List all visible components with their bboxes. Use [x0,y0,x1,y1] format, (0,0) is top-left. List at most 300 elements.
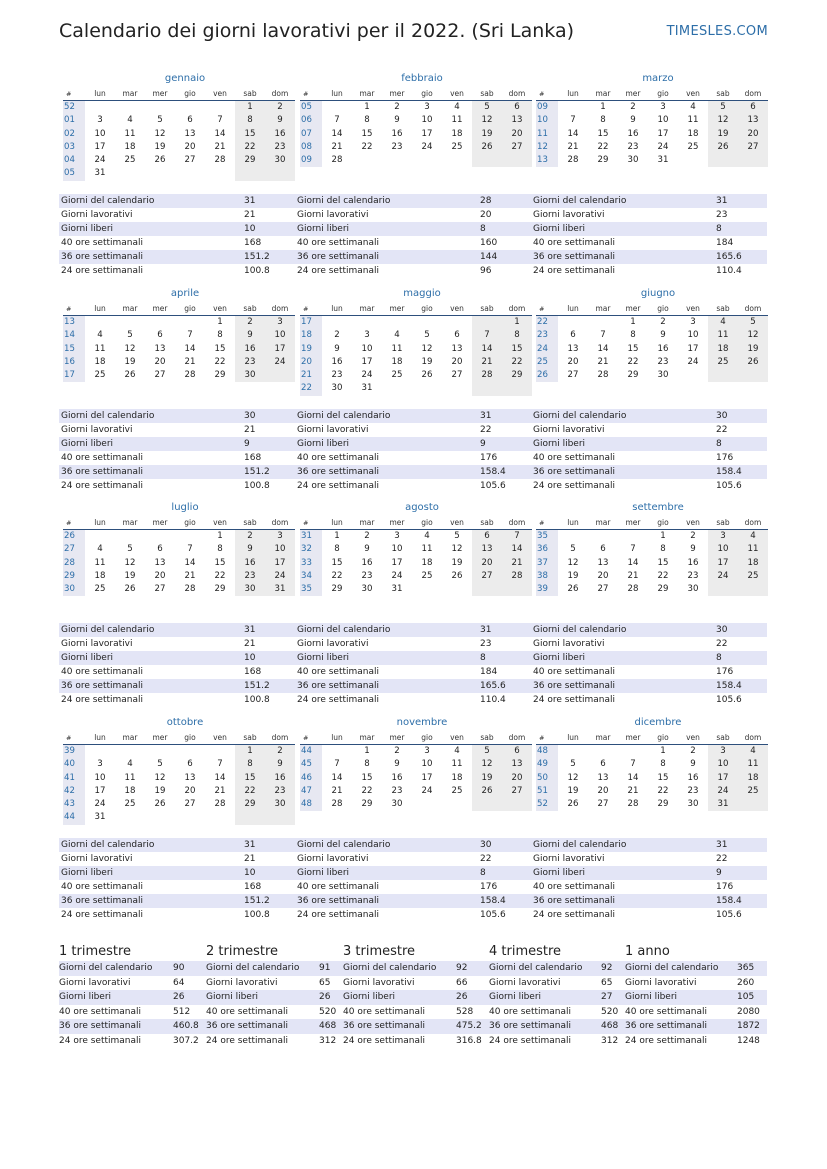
day-cell[interactable]: 18 [94,356,106,367]
day-cell[interactable]: 24 [94,155,106,166]
day-cell[interactable]: 18 [94,570,106,581]
day-cell[interactable]: 17 [708,557,738,570]
day-cell[interactable]: 25 [687,141,699,152]
day-cell[interactable]: 17 [657,128,669,139]
day-cell[interactable]: 29 [331,584,343,595]
day-cell[interactable]: 28 [627,584,639,595]
day-cell[interactable]: 6 [157,330,163,341]
day-cell[interactable]: 23 [361,570,373,581]
day-cell[interactable]: 16 [235,343,265,356]
day-cell[interactable]: 29 [214,370,226,381]
day-cell[interactable]: 20 [597,785,609,796]
day-cell[interactable]: 1 [364,102,370,112]
day-cell[interactable]: 1 [600,102,606,112]
day-cell[interactable]: 9 [265,758,295,771]
day-cell[interactable]: 9 [334,343,340,354]
day-cell[interactable]: 23 [265,141,295,154]
day-cell[interactable]: 30 [265,798,295,811]
day-cell[interactable]: 29 [214,584,226,595]
day-cell[interactable]: 7 [217,759,223,770]
day-cell[interactable]: 25 [94,370,106,381]
month-name[interactable]: giugno [640,288,676,299]
month-name[interactable]: agosto [405,502,439,513]
day-cell[interactable]: 13 [597,557,609,568]
day-cell[interactable]: 10 [94,128,106,139]
day-cell[interactable]: 27 [184,799,196,810]
day-cell[interactable]: 4 [394,330,400,341]
day-cell[interactable]: 22 [235,785,265,798]
day-cell[interactable]: 10 [361,343,373,354]
day-cell[interactable]: 17 [265,343,295,356]
day-cell[interactable]: 2 [660,317,666,327]
day-cell[interactable]: 15 [331,557,343,568]
day-cell[interactable]: 30 [391,799,403,810]
day-cell[interactable]: 8 [660,759,666,770]
day-cell[interactable]: 23 [265,785,295,798]
day-cell[interactable]: 22 [331,570,343,581]
day-cell[interactable]: 15 [657,557,669,568]
day-cell[interactable]: 21 [214,785,226,796]
day-cell[interactable]: 25 [708,356,738,369]
day-cell[interactable]: 28 [472,369,502,382]
day-cell[interactable]: 20 [184,785,196,796]
day-cell[interactable]: 21 [331,141,343,152]
day-cell[interactable]: 11 [391,343,403,354]
day-cell[interactable]: 6 [454,330,460,341]
day-cell[interactable]: 22 [657,785,669,796]
day-cell[interactable]: 8 [600,115,606,126]
day-cell[interactable]: 24 [657,141,669,152]
day-cell[interactable]: 11 [738,543,768,556]
day-cell[interactable]: 29 [235,154,265,167]
day-cell[interactable]: 27 [502,141,532,154]
day-cell[interactable]: 3 [424,746,430,756]
day-cell[interactable]: 8 [660,544,666,555]
day-cell[interactable]: 15 [502,343,532,356]
day-cell[interactable]: 31 [94,812,106,823]
day-cell[interactable]: 4 [454,102,460,112]
day-cell[interactable]: 2 [394,746,400,756]
day-cell[interactable]: 27 [597,584,609,595]
day-cell[interactable]: 27 [154,370,166,381]
day-cell[interactable]: 11 [687,115,699,126]
day-cell[interactable]: 28 [502,570,532,583]
day-cell[interactable]: 6 [738,101,768,114]
day-cell[interactable]: 24 [708,785,738,798]
day-cell[interactable]: 5 [157,759,163,770]
day-cell[interactable]: 9 [235,329,265,342]
day-cell[interactable]: 28 [214,799,226,810]
day-cell[interactable]: 7 [472,329,502,342]
day-cell[interactable]: 1 [235,745,265,758]
day-cell[interactable]: 14 [184,557,196,568]
day-cell[interactable]: 10 [265,543,295,556]
day-cell[interactable]: 14 [331,128,343,139]
day-cell[interactable]: 9 [235,543,265,556]
day-cell[interactable]: 22 [597,141,609,152]
day-cell[interactable]: 3 [97,759,103,770]
day-cell[interactable]: 3 [690,317,696,327]
day-cell[interactable]: 26 [567,799,579,810]
day-cell[interactable]: 3 [265,316,295,329]
day-cell[interactable]: 21 [472,356,502,369]
day-cell[interactable]: 18 [421,557,433,568]
day-cell[interactable]: 5 [472,101,502,114]
day-cell[interactable]: 6 [502,101,532,114]
month-name[interactable]: ottobre [166,717,204,728]
day-cell[interactable]: 17 [361,356,373,367]
day-cell[interactable]: 2 [690,746,696,756]
day-cell[interactable]: 18 [708,343,738,356]
day-cell[interactable]: 13 [184,128,196,139]
day-cell[interactable]: 25 [124,155,136,166]
day-cell[interactable]: 6 [600,544,606,555]
day-cell[interactable]: 22 [657,570,669,581]
day-cell[interactable]: 23 [235,570,265,583]
day-cell[interactable]: 20 [154,570,166,581]
month-name[interactable]: settembre [632,502,684,513]
day-cell[interactable]: 4 [424,531,430,541]
day-cell[interactable]: 7 [570,115,576,126]
day-cell[interactable]: 5 [708,101,738,114]
day-cell[interactable]: 20 [451,356,463,367]
day-cell[interactable]: 24 [391,570,403,581]
day-cell[interactable]: 12 [472,114,502,127]
day-cell[interactable]: 12 [738,329,768,342]
day-cell[interactable]: 10 [391,544,403,555]
day-cell[interactable]: 25 [421,570,433,581]
day-cell[interactable]: 24 [708,570,738,583]
day-cell[interactable]: 14 [214,128,226,139]
day-cell[interactable]: 30 [361,584,373,595]
day-cell[interactable]: 5 [127,330,133,341]
day-cell[interactable]: 25 [94,584,106,595]
day-cell[interactable]: 25 [451,785,463,796]
day-cell[interactable]: 14 [567,128,579,139]
day-cell[interactable]: 5 [472,745,502,758]
day-cell[interactable]: 17 [94,141,106,152]
day-cell[interactable]: 8 [364,115,370,126]
day-cell[interactable]: 16 [391,772,403,783]
day-cell[interactable]: 3 [97,115,103,126]
day-cell[interactable]: 30 [687,799,699,810]
day-cell[interactable]: 22 [361,785,373,796]
day-cell[interactable]: 1 [630,317,636,327]
day-cell[interactable]: 8 [235,758,265,771]
month-name[interactable]: febbraio [401,73,443,84]
day-cell[interactable]: 13 [154,557,166,568]
day-cell[interactable]: 23 [391,785,403,796]
day-cell[interactable]: 9 [660,330,666,341]
day-cell[interactable]: 21 [214,141,226,152]
day-cell[interactable]: 25 [124,799,136,810]
day-cell[interactable]: 23 [235,356,265,369]
day-cell[interactable]: 4 [708,316,738,329]
day-cell[interactable]: 6 [472,530,502,543]
day-cell[interactable]: 31 [391,584,403,595]
day-cell[interactable]: 30 [627,155,639,166]
month-name[interactable]: luglio [171,502,199,513]
day-cell[interactable]: 5 [127,544,133,555]
day-cell[interactable]: 21 [184,570,196,581]
day-cell[interactable]: 25 [451,141,463,152]
day-cell[interactable]: 9 [394,115,400,126]
day-cell[interactable]: 26 [738,356,768,369]
day-cell[interactable]: 18 [124,141,136,152]
day-cell[interactable]: 15 [361,128,373,139]
day-cell[interactable]: 6 [187,115,193,126]
day-cell[interactable]: 7 [600,330,606,341]
day-cell[interactable]: 5 [570,544,576,555]
day-cell[interactable]: 19 [124,570,136,581]
day-cell[interactable]: 15 [361,772,373,783]
day-cell[interactable]: 28 [597,370,609,381]
day-cell[interactable]: 21 [502,557,532,570]
day-cell[interactable]: 14 [472,343,502,356]
day-cell[interactable]: 6 [570,330,576,341]
day-cell[interactable]: 21 [184,356,196,367]
day-cell[interactable]: 27 [184,155,196,166]
day-cell[interactable]: 30 [657,370,669,381]
day-cell[interactable]: 1 [502,316,532,329]
month-name[interactable]: marzo [642,73,674,84]
day-cell[interactable]: 30 [331,383,343,394]
day-cell[interactable]: 18 [124,785,136,796]
day-cell[interactable]: 31 [265,583,295,596]
day-cell[interactable]: 7 [334,759,340,770]
day-cell[interactable]: 28 [567,155,579,166]
day-cell[interactable]: 12 [154,128,166,139]
day-cell[interactable]: 11 [451,115,463,126]
day-cell[interactable]: 10 [708,758,738,771]
day-cell[interactable]: 4 [690,102,696,112]
day-cell[interactable]: 24 [94,799,106,810]
day-cell[interactable]: 15 [235,128,265,141]
day-cell[interactable]: 30 [235,369,265,382]
day-cell[interactable]: 14 [627,772,639,783]
day-cell[interactable]: 27 [597,799,609,810]
day-cell[interactable]: 22 [361,141,373,152]
day-cell[interactable]: 12 [472,758,502,771]
day-cell[interactable]: 15 [627,343,639,354]
day-cell[interactable]: 16 [657,343,669,354]
day-cell[interactable]: 19 [472,772,502,785]
day-cell[interactable]: 19 [567,785,579,796]
day-cell[interactable]: 23 [391,141,403,152]
day-cell[interactable]: 3 [708,745,738,758]
day-cell[interactable]: 23 [627,141,639,152]
day-cell[interactable]: 4 [127,759,133,770]
day-cell[interactable]: 3 [265,530,295,543]
day-cell[interactable]: 26 [708,141,738,154]
day-cell[interactable]: 28 [214,155,226,166]
day-cell[interactable]: 10 [265,329,295,342]
day-cell[interactable]: 3 [364,330,370,341]
day-cell[interactable]: 17 [421,128,433,139]
day-cell[interactable]: 28 [184,370,196,381]
day-cell[interactable]: 16 [361,557,373,568]
day-cell[interactable]: 20 [184,141,196,152]
day-cell[interactable]: 12 [124,343,136,354]
day-cell[interactable]: 1 [334,531,340,541]
day-cell[interactable]: 24 [265,570,295,583]
day-cell[interactable]: 20 [472,557,502,570]
day-cell[interactable]: 5 [738,316,768,329]
day-cell[interactable]: 9 [394,759,400,770]
month-name[interactable]: gennaio [164,73,206,84]
day-cell[interactable]: 13 [597,772,609,783]
day-cell[interactable]: 15 [214,343,226,354]
day-cell[interactable]: 5 [570,759,576,770]
day-cell[interactable]: 13 [738,114,768,127]
day-cell[interactable]: 21 [331,785,343,796]
day-cell[interactable]: 16 [687,557,699,568]
day-cell[interactable]: 19 [708,128,738,141]
day-cell[interactable]: 2 [334,330,340,341]
day-cell[interactable]: 19 [124,356,136,367]
day-cell[interactable]: 17 [421,772,433,783]
day-cell[interactable]: 5 [157,115,163,126]
day-cell[interactable]: 15 [214,557,226,568]
day-cell[interactable]: 24 [687,356,699,367]
day-cell[interactable]: 16 [235,557,265,570]
day-cell[interactable]: 26 [567,584,579,595]
day-cell[interactable]: 26 [124,370,136,381]
day-cell[interactable]: 1 [660,746,666,756]
day-cell[interactable]: 13 [154,343,166,354]
day-cell[interactable]: 29 [627,370,639,381]
day-cell[interactable]: 2 [235,316,265,329]
month-name[interactable]: dicembre [634,717,682,728]
day-cell[interactable]: 17 [708,772,738,785]
day-cell[interactable]: 12 [567,557,579,568]
day-cell[interactable]: 16 [265,128,295,141]
day-cell[interactable]: 30 [265,154,295,167]
day-cell[interactable]: 7 [334,115,340,126]
day-cell[interactable]: 3 [708,530,738,543]
day-cell[interactable]: 11 [708,329,738,342]
day-cell[interactable]: 2 [394,102,400,112]
day-cell[interactable]: 20 [738,128,768,141]
day-cell[interactable]: 29 [502,369,532,382]
day-cell[interactable]: 5 [424,330,430,341]
day-cell[interactable]: 12 [567,772,579,783]
day-cell[interactable]: 10 [708,543,738,556]
day-cell[interactable]: 28 [627,799,639,810]
day-cell[interactable]: 24 [361,370,373,381]
month-name[interactable]: novembre [396,717,448,728]
day-cell[interactable]: 14 [627,557,639,568]
day-cell[interactable]: 27 [451,370,463,381]
day-cell[interactable]: 15 [657,772,669,783]
day-cell[interactable]: 30 [235,583,265,596]
day-cell[interactable]: 12 [451,544,463,555]
day-cell[interactable]: 26 [421,370,433,381]
day-cell[interactable]: 26 [472,141,502,154]
day-cell[interactable]: 28 [331,155,343,166]
day-cell[interactable]: 18 [451,772,463,783]
day-cell[interactable]: 14 [214,772,226,783]
day-cell[interactable]: 12 [421,343,433,354]
day-cell[interactable]: 6 [187,759,193,770]
day-cell[interactable]: 22 [502,356,532,369]
day-cell[interactable]: 3 [660,102,666,112]
day-cell[interactable]: 24 [421,141,433,152]
day-cell[interactable]: 26 [124,584,136,595]
day-cell[interactable]: 16 [265,772,295,785]
day-cell[interactable]: 10 [687,330,699,341]
day-cell[interactable]: 19 [451,557,463,568]
day-cell[interactable]: 1 [217,317,223,327]
day-cell[interactable]: 24 [421,785,433,796]
day-cell[interactable]: 29 [597,155,609,166]
day-cell[interactable]: 13 [502,114,532,127]
day-cell[interactable]: 16 [687,772,699,783]
day-cell[interactable]: 11 [94,557,106,568]
day-cell[interactable]: 23 [687,785,699,796]
site-logo[interactable]: TIMESLES.COM [666,24,768,39]
day-cell[interactable]: 13 [184,772,196,783]
day-cell[interactable]: 20 [502,128,532,141]
day-cell[interactable]: 21 [567,141,579,152]
day-cell[interactable]: 16 [627,128,639,139]
day-cell[interactable]: 13 [502,758,532,771]
day-cell[interactable]: 8 [217,544,223,555]
day-cell[interactable]: 25 [738,785,768,798]
day-cell[interactable]: 12 [154,772,166,783]
day-cell[interactable]: 8 [235,114,265,127]
day-cell[interactable]: 6 [502,745,532,758]
day-cell[interactable]: 2 [690,531,696,541]
day-cell[interactable]: 18 [738,772,768,785]
day-cell[interactable]: 23 [657,356,669,367]
day-cell[interactable]: 25 [391,370,403,381]
day-cell[interactable]: 17 [94,785,106,796]
day-cell[interactable]: 6 [600,759,606,770]
day-cell[interactable]: 4 [454,746,460,756]
day-cell[interactable]: 18 [451,128,463,139]
day-cell[interactable]: 10 [94,772,106,783]
day-cell[interactable]: 4 [738,530,768,543]
day-cell[interactable]: 9 [265,114,295,127]
day-cell[interactable]: 26 [451,570,463,581]
day-cell[interactable]: 11 [451,759,463,770]
day-cell[interactable]: 3 [394,531,400,541]
day-cell[interactable]: 29 [361,799,373,810]
day-cell[interactable]: 2 [265,745,295,758]
day-cell[interactable]: 18 [391,356,403,367]
day-cell[interactable]: 17 [687,343,699,354]
day-cell[interactable]: 30 [687,584,699,595]
day-cell[interactable]: 11 [124,772,136,783]
day-cell[interactable]: 7 [217,115,223,126]
day-cell[interactable]: 14 [597,343,609,354]
day-cell[interactable]: 27 [502,785,532,798]
day-cell[interactable]: 17 [391,557,403,568]
day-cell[interactable]: 17 [265,557,295,570]
day-cell[interactable]: 4 [127,115,133,126]
day-cell[interactable]: 1 [660,531,666,541]
day-cell[interactable]: 10 [421,115,433,126]
month-name[interactable]: maggio [403,288,441,299]
day-cell[interactable]: 29 [235,798,265,811]
day-cell[interactable]: 1 [235,101,265,114]
day-cell[interactable]: 13 [451,343,463,354]
day-cell[interactable]: 14 [331,772,343,783]
day-cell[interactable]: 20 [597,570,609,581]
day-cell[interactable]: 7 [630,544,636,555]
day-cell[interactable]: 20 [502,772,532,785]
